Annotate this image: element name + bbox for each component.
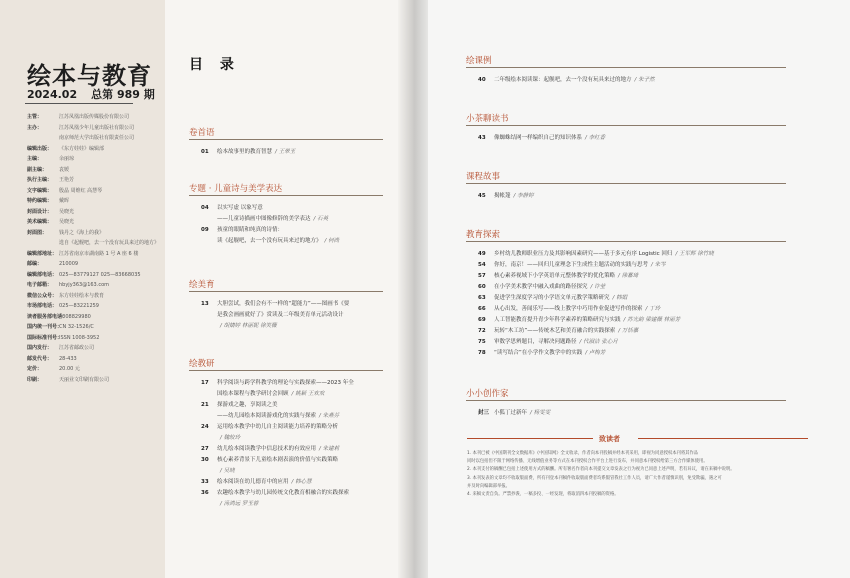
toc-entry-author: / 朱建莉 (319, 446, 340, 452)
toc-page-number: 66 (478, 306, 486, 312)
toc-entry-author: / 吴晓 (220, 468, 235, 474)
toc-entry-title: 农趣绘本教学与幼儿园传统文化教育相融合的实践探索 (217, 490, 350, 496)
toc-entry[interactable] (201, 489, 352, 497)
masthead-row (27, 375, 163, 386)
toc-page-number: 封三 (478, 410, 490, 416)
toc-entry[interactable] (478, 338, 618, 346)
masthead-row (27, 217, 163, 228)
toc-entry[interactable] (201, 423, 341, 431)
toc-entry-author: / 苏光韵 梁建薇 林丽芳 (623, 317, 681, 323)
masthead-value: 袁媛 (59, 166, 70, 173)
toc-section-rule (466, 400, 786, 401)
toc-entry-title: 小狐丁过新年 (494, 410, 528, 416)
toc-page-number: 60 (478, 284, 486, 290)
masthead-label: 编辑部地址： (27, 250, 58, 257)
masthead-row (27, 291, 163, 302)
masthead-value: 20.00 元 (59, 366, 80, 372)
masthead-value: 殷晶 周维红 高慧琴 (59, 187, 103, 194)
toc-entry[interactable] (201, 226, 286, 234)
toc-page-number: 09 (201, 227, 209, 233)
masthead-row (27, 301, 163, 312)
toc-section-rule (466, 241, 786, 242)
masthead-row (27, 186, 163, 197)
toc-entry-author: / 杨雯雯 (530, 410, 551, 416)
toc-entry-author: / 朱岑 (651, 262, 666, 268)
toc-section-title: 课程故事 (466, 172, 501, 182)
toc-entry-title: 揭帐篷 (494, 193, 511, 199)
toc-section-title: 绘美育 (189, 280, 215, 290)
masthead-row (27, 154, 163, 165)
toc-entry-title: 促进学生深度学习的小学语文单元教学策略研究 (494, 295, 610, 301)
masthead-row (27, 228, 163, 239)
toc-entry-author: / 卢梅芳 (585, 350, 606, 356)
toc-page-number: 49 (478, 251, 486, 257)
toc-entry[interactable] (201, 148, 295, 156)
toc-entry-author: / 韩心慧 (291, 479, 312, 485)
masthead-label: 电子邮箱： (27, 282, 53, 288)
notice-to-readers (467, 450, 812, 499)
toc-section-title: 小小创作家 (466, 389, 509, 399)
masthead-value: 《东方娃娃》编辑部 (59, 145, 105, 152)
notice-title: 致读者 (599, 435, 620, 443)
masthead-label: 封面设计： (27, 208, 53, 215)
masthead-divider (25, 103, 133, 104)
toc-entry-title: 人工智能教育提升青少年科学素养的策略研究与实践 (494, 317, 621, 323)
masthead-info (27, 112, 163, 385)
issue-number: 总第 989 期 (91, 88, 155, 101)
toc-page-number: 24 (201, 424, 209, 430)
masthead-value: 吴晓光 (59, 208, 75, 215)
toc-entry[interactable] (478, 250, 714, 258)
toc-entry-title: 国绘本课程与教学研讨会回顾 (217, 391, 289, 397)
toc-section-rule (466, 183, 786, 184)
toc-page-number: 21 (201, 402, 209, 408)
toc-entry[interactable] (201, 434, 240, 442)
toc-page-number: 57 (478, 273, 486, 279)
toc-entry[interactable] (201, 204, 266, 212)
toc-entry[interactable] (201, 445, 339, 453)
toc-page-number: 13 (201, 301, 209, 307)
masthead-row (27, 354, 163, 365)
masthead-label: 邮编： (27, 261, 43, 267)
masthead-row (27, 249, 163, 260)
masthead-label: 特约编辑： (27, 198, 53, 204)
masthead-value: 戴晖 (59, 198, 70, 204)
toc-entry-title: 像蜘蛛结网一样编织自己的知识体系 (494, 135, 583, 141)
toc-entry-title: 探游戏之趣，享阅读之美 (217, 402, 278, 408)
toc-entry-author: / 魏皎玲 (220, 435, 241, 441)
masthead-row (27, 270, 163, 281)
toc-entry[interactable] (478, 272, 638, 280)
toc-entry[interactable] (478, 283, 605, 291)
toc-entry-author: / 石英 (313, 216, 329, 222)
masthead-row (27, 175, 163, 186)
masthead-row (27, 312, 163, 323)
toc-section-rule (466, 125, 786, 126)
toc-section-rule (466, 67, 786, 68)
masthead-value: 210009 (59, 261, 79, 267)
masthead-label: 市场部电话： (27, 303, 58, 309)
masthead-label: 国内统一刊号： (27, 324, 63, 330)
toc-entry-author: / 许莹 (590, 284, 606, 290)
toc-page-number: 36 (201, 490, 209, 496)
toc-entry-title: 从心出发，善闻乐写——线上教学中巧用作业促进写作的探索 (494, 306, 643, 312)
notice-rule-right (638, 438, 808, 439)
toc-entry-author: / 代淑洁 张心月 (579, 339, 618, 345)
issue-line (27, 86, 155, 102)
toc-entry-title: 科学阅读与跨学科教学的理论与实践探索——2023 年全 (217, 380, 354, 386)
toc-entry[interactable] (201, 300, 352, 308)
toc-page-number: 63 (478, 295, 486, 301)
toc-entry-title: 在小学美术教学中融入戏曲的路径探究 (494, 284, 588, 290)
toc-entry[interactable] (201, 467, 235, 475)
toc-entry-author: / 韩娟 (612, 295, 628, 301)
toc-entry[interactable] (478, 76, 655, 84)
toc-entry-title: 核心素养背景下儿童绘本剧表演的价值与实践策略 (217, 457, 339, 463)
masthead-label: 文字编辑： (27, 187, 53, 194)
masthead-value: CN 32-1526/C (59, 324, 94, 330)
magazine-title: 绘本与教育 (27, 62, 152, 90)
notice-line: 同时以包括但不限于网络传播、无线增值业务等方式在本刊授权合作平台上进行发布，并同意本刊授权给第三方合作媒体使用。 (467, 459, 708, 465)
toc-section-title: 绘课例 (466, 56, 492, 66)
masthead-value: 28-433 (59, 355, 77, 362)
toc-entry[interactable] (478, 349, 605, 357)
masthead-row (27, 364, 163, 375)
masthead-value: 天丽业文印刷有限公司 (59, 376, 110, 383)
issue-date: 2024.02 (27, 88, 78, 101)
toc-entry[interactable] (201, 390, 324, 398)
toc-entry-title: 审数学思辨题目，寻解决问题路径 (494, 339, 577, 345)
masthead-label: 读者服务部电话： (27, 313, 68, 320)
toc-entry[interactable] (478, 409, 550, 417)
toc-page-number: 27 (201, 446, 209, 452)
toc-section-rule (189, 291, 383, 292)
toc-entry-title: 绘本阅读在幼儿德育中的应用 (217, 479, 289, 485)
masthead-label: 定价： (27, 366, 43, 372)
toc-entry-title: 二年级绘本阅读课：起舰吧，去一个没有玩具来过的地方 (494, 77, 632, 83)
masthead-row (27, 165, 163, 176)
notice-line: 3. 本刊发表的文章均不收取版面费，所有刊登本刊稿件收取版面费者均系假冒我社工作人员，请广大作者谨慎识别，免受欺骗，遇之可 (467, 475, 722, 481)
page-gutter (398, 0, 428, 578)
toc-section-title: 专题 · 儿童诗与美学表达 (189, 184, 283, 194)
masthead-label: 国际标准刊号： (27, 334, 63, 341)
masthead-value: hbyjy363@163.com (59, 282, 110, 288)
toc-page-number: 45 (478, 193, 486, 199)
toc-entry-title: ——幼儿园绘本阅读游戏化的实践与探索 (217, 413, 317, 419)
toc-page-number: 43 (478, 135, 486, 141)
masthead-row (27, 259, 163, 270)
masthead-row (27, 343, 163, 354)
toc-entry-title: 玩转“木工坊”——传统木艺和美育融合的实践探索 (494, 328, 616, 334)
masthead-row (27, 144, 163, 155)
masthead-row (27, 322, 163, 333)
toc-entry-author: / 李静婷 (513, 193, 534, 199)
toc-page-number: 30 (201, 457, 209, 463)
notice-line: 4. 来稿文责自负。严禁抄袭、一稿多投、一经发现，将取消四本刊投稿的资格。 (467, 492, 619, 498)
toc-page-number: 40 (478, 77, 486, 83)
toc-page-number: 72 (478, 328, 486, 334)
toc-section-title: 卷首语 (189, 128, 215, 138)
toc-entry-title: 大胆尝试，我们会有不一样的“超能力”——图画书《要 (217, 301, 350, 307)
toc-entry[interactable] (478, 134, 605, 142)
masthead-label: 执行主编： (27, 177, 53, 183)
masthead-label: 主办： (27, 124, 43, 131)
toc-page-number: 75 (478, 339, 486, 345)
masthead-label: 主管： (27, 114, 43, 120)
notice-rule-left (467, 438, 593, 439)
masthead-row (27, 280, 163, 291)
toc-page-number: 17 (201, 380, 209, 386)
masthead-label: 主编： (27, 156, 43, 162)
toc-entry[interactable] (478, 261, 666, 269)
toc-entry-title: 核心素养视域下小学英语单元整体教学的优化策略 (494, 273, 616, 279)
toc-entry-author: / 姚颖 王欢欢 (291, 391, 325, 397)
masthead-row (27, 196, 163, 207)
toc-entry-title: 你好，南京！——回归儿童理念下生成性主题活动的实践与思考 (494, 262, 649, 268)
toc-entry-author: / 丁玲 (645, 306, 661, 312)
masthead-label: 封面图： (27, 229, 48, 236)
notice-line: 2. 本刊支付的稿酬已包括上述使用方式的稿酬。所有署名作者向本刊提交文章发表之行为视为已同意上述声明，若有异议，请在来稿中说明。 (467, 467, 735, 473)
toc-entry[interactable] (201, 412, 339, 420)
toc-entry[interactable] (478, 192, 534, 200)
toc-page-number: 01 (201, 149, 209, 155)
toc-entry[interactable] (478, 316, 680, 324)
masthead-value: 吴晓光 (59, 219, 75, 225)
toc-entry-title: 孩童的眼睛和纯真的诗情： (217, 227, 284, 233)
masthead-value: 选自《起舰吧，去一个没有玩具来过的地方》 (59, 240, 160, 246)
masthead-label: 美术编辑： (27, 219, 53, 225)
toc-heading: 目 录 (189, 57, 240, 73)
masthead-value: 4008829980 (59, 313, 91, 320)
masthead-value: ISSN 1008-3952 (59, 334, 100, 341)
toc-entry-title: ——儿童诗描画中图像修辞的美学表达 (217, 216, 311, 222)
masthead-value: 025—83779127 025—83668035 (59, 271, 141, 278)
toc-section-title: 小茶聊读书 (466, 114, 509, 124)
masthead-row (27, 112, 163, 123)
left-page (0, 0, 410, 578)
masthead-row (27, 207, 163, 218)
masthead-label: 国内发行： (27, 345, 53, 351)
masthead-label: 邮发代号： (27, 355, 53, 362)
masthead-label: 印刷： (27, 376, 43, 383)
toc-page-number: 54 (478, 262, 486, 268)
masthead-row (27, 133, 163, 144)
masthead-label: 编辑出版： (27, 145, 53, 152)
toc-entry[interactable] (478, 294, 627, 302)
toc-entry-title: 是我会画画就好了》赏读及二年级美育单元活动设计 (217, 312, 344, 318)
toc-page-number: 33 (201, 479, 209, 485)
notice-line: 1. 本刊已被《中国期刊全文数据库》《中国知网》全文收录，作者向本刊投稿并经本刊采用，即视为同意授权本刊将其作品 (467, 451, 699, 456)
toc-page-number: 04 (201, 205, 209, 211)
toc-section-rule (189, 195, 383, 196)
masthead-row (27, 123, 163, 134)
toc-section-rule (189, 139, 383, 140)
toc-entry[interactable] (478, 327, 638, 335)
masthead-label: 编辑部电话： (27, 271, 58, 278)
toc-entry[interactable] (201, 237, 339, 245)
toc-entry-author: / 万恬嘉 (618, 328, 639, 334)
toc-page-number: 69 (478, 317, 486, 323)
masthead-value: 025—83221259 (59, 303, 99, 309)
toc-section-title: 绘教研 (189, 359, 215, 369)
toc-entry-title: 乡村幼儿教师职业压力及其影响因素研究——基于多元有序 Logistic 回归 (494, 251, 673, 257)
toc-entry-title: 幼儿绘本阅读教学中信息技术的有效应用 (217, 446, 317, 452)
masthead-value: 东方娃娃绘本与教育 (59, 292, 105, 299)
masthead-value: 江苏省邮政公司 (59, 345, 95, 351)
toc-entry-author: / 朱子然 (634, 77, 655, 83)
toc-entry[interactable] (478, 305, 660, 313)
toc-entry[interactable] (201, 456, 341, 464)
toc-entry-author: / 王军辉 徐竹晓 (675, 251, 714, 257)
toc-entry[interactable] (201, 311, 347, 319)
toc-entry[interactable] (201, 322, 277, 330)
toc-entry[interactable] (201, 500, 258, 508)
toc-entry-author: / 胡婧婷 林丽妮 徐笑薇 (220, 323, 277, 329)
toc-entry[interactable] (201, 379, 357, 387)
toc-entry-title: 绘本故事里的教育智慧 (217, 149, 273, 155)
masthead-row (27, 333, 163, 344)
masthead-value: 江苏省南京市湖南路 1 号 A 座 6 楼 (59, 250, 139, 257)
masthead-value: 王艳芳 (59, 177, 75, 183)
toc-entry-author: / 徐嘉琦 (618, 273, 639, 279)
masthead-label: 微信公众号： (27, 292, 58, 299)
toc-entry-title: 运用绘本教学中幼儿自主阅读能力培养的策略分析 (217, 424, 339, 430)
toc-page-number: 78 (478, 350, 486, 356)
toc-entry[interactable] (201, 215, 328, 223)
masthead-value: 钱丹之《海上的我》 (59, 229, 105, 236)
masthead-value: 江苏凤凰出版传媒股份有限公司 (59, 114, 130, 120)
masthead-value: 余丽琼 (59, 156, 75, 162)
notice-line: 并及时向编辑部举报。 (467, 483, 510, 489)
toc-entry[interactable] (201, 478, 312, 486)
toc-entry-author: / 李红香 (585, 135, 606, 141)
toc-entry-author: / 王翠玉 (275, 149, 296, 155)
toc-entry-author: / 何尚 (324, 238, 340, 244)
toc-entry-title: 以实写虚 以象写意 (217, 205, 263, 211)
toc-entry-title: “读写结合”在小学作文教学中的实践 (494, 350, 583, 356)
masthead-label: 副主编： (27, 166, 48, 173)
toc-entry-author: / 汤鸿远 罗玉蓉 (220, 501, 259, 507)
toc-section-rule (189, 370, 383, 371)
masthead-value: 江苏凤凰少年儿童出版社有限公司 (59, 124, 135, 131)
toc-entry-title: 读《起舰吧，去一个没有玩具来过的地方》 (217, 238, 322, 244)
toc-entry-author: / 朱燕芬 (319, 413, 340, 419)
masthead-value: 南京师范大学出版社有限责任公司 (59, 135, 135, 141)
masthead-row (27, 238, 163, 249)
toc-section-title: 教育探索 (466, 230, 501, 240)
toc-entry[interactable] (201, 401, 281, 409)
